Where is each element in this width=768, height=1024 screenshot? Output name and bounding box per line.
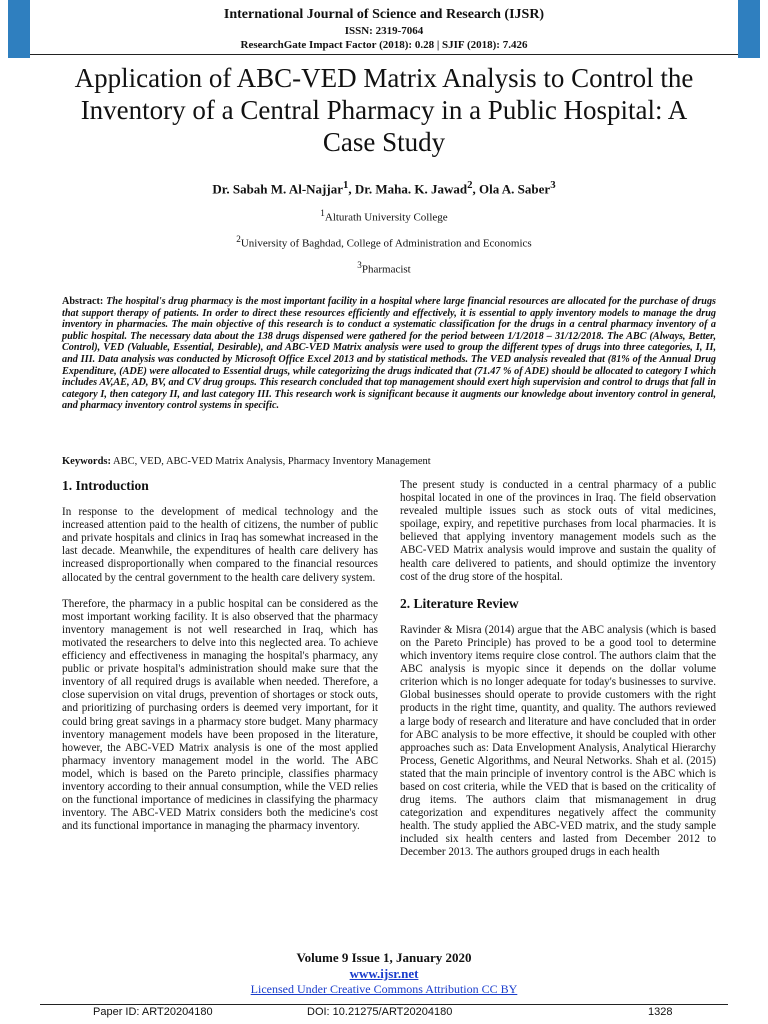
affiliation-text: University of Baghdad, College of Administration and Economics xyxy=(240,237,532,250)
paragraph: In response to the development of medical technology and the increased attention paid to the health of citizens, the number of public and private hospitals and clinics in Iraq has somewhat increased in the last decade. Meanwhile, the expenditures of health care delivery has increased disproportionally when compared to the financial resources allocated by the central government to the health care delivery system. xyxy=(62,506,378,584)
abstract-label: Abstract: xyxy=(62,296,104,307)
journal-impact-factor: ResearchGate Impact Factor (2018): 0.28 | SJIF (2018): 7.426 xyxy=(240,39,528,51)
keywords xyxy=(62,456,716,467)
affiliation xyxy=(0,208,768,224)
abstract xyxy=(62,296,716,412)
volume-info: Volume 9 Issue 1, January 2020 xyxy=(296,950,472,965)
affiliation xyxy=(0,234,768,250)
page-number: 1328 xyxy=(648,1006,673,1018)
journal-link[interactable]: www.ijsr.net xyxy=(349,966,419,981)
section-heading: 1. Introduction xyxy=(62,478,149,493)
header-divider xyxy=(30,54,738,55)
affiliation-sup: 3 xyxy=(357,260,362,270)
paragraph: Therefore, the pharmacy in a public hospital can be considered as the most important working facility. It is also observed that the pharmacy inventory management is not well researched in Iraq, which has motivated the researchers to delve into this neglected area. To achieve efficiency and effectiveness in managing the hospital's pharmacy, any public or private hospital's administration should make sure that the inventory of all required drugs is available when needed. Therefore, a close supervision on vital drugs, prevention of shortages or stock outs, and prioritizing of purchasing orders is deemed very important, for it could bring great savings in a pharmacy store budget. Many pharmacy inventory management models have been proposed in the literature, however, the ABC-VED Matrix analysis is one of the most applied pharmacy inventory management model in the world. The ABC model, which is based on the Pareto principle, classifies pharmacy inventory according to their annual consumption, while the VED relies on the functional importance of medicines in classifying the pharmacy inventory. The ABC-VED Matrix considers both the medicine's cost and its functional importance in managing the pharmacy inventory. xyxy=(62,597,378,833)
keywords-label: Keywords: xyxy=(62,456,111,467)
affiliation-text: Pharmacist xyxy=(361,263,411,276)
paper-title: Application of ABC-VED Matrix Analysis to Control the Inventory of a Central Pharmacy in a Public Hospital: A Case Study xyxy=(74,63,694,157)
affiliation-text: Alturath University College xyxy=(324,211,448,224)
doi: DOI: 10.21275/ART20204180 xyxy=(307,1006,453,1018)
footer-divider xyxy=(40,1004,728,1005)
left-column xyxy=(62,479,378,846)
affiliation xyxy=(0,260,768,276)
author-name: Ola A. Saber xyxy=(479,181,551,197)
keywords-text: ABC, VED, ABC-VED Matrix Analysis, Pharmacy Inventory Management xyxy=(113,456,431,467)
author-sup: 3 xyxy=(550,179,556,191)
right-column xyxy=(400,479,716,873)
author-name: Dr. Sabah M. Al-Najjar xyxy=(212,181,343,197)
paragraph: Ravinder & Misra (2014) argue that the ABC analysis (which is based on the Pareto Principle) has proved to be a good tool to determine which inventory items require close control. The authors claim that the ABC analysis is myopic since it depends on the dollar volume criterion which is no longer adequate for today's businesses to survive. Global businesses should operate to provide customers with the right products in the right time, quantity, and quality. The authors reviewed a large body of research and literature and have concluded that in order for ABC analysis to be more effective, it should be coupled with other approaches such as: Data Envelopment Analysis, Analytical Hierarchy Process, Genetic Algorithms, and Neural Networks. Shah et al. (2015) stated that the main principle of inventory control is the ABC which is based on cost criteria, while the VED that is based on the criticality of drug items. The authors claim that mismanagement in drug categorization and expenditures negatively affect the community health. The study applied the ABC-VED matrix, and the study sample included six health centers and lasted from December 2012 to December 2013. The authors grouped drugs in each health xyxy=(400,623,716,859)
abstract-text: The hospital's drug pharmacy is the most important facility in a hospital where large financial resources are allocated for the purchase of drugs that support therapy of patients. In order to direct these resources efficiently and effectively, it is essential to apply inventory models to manage the drug inventory in pharmacies. The main objective of this research is to conduct a systematic classification for the drugs in a central pharmacy inventory of a public hospital. The necessary data about the 138 drugs dispensed were gathered for the period between 1/1/2018 – 31/12/2018. The ABC (Always, Better, Control), VED (Valuable, Essential, Desirable), and ABC-VED Matrix analysis were used to group the different types of drugs into three categories, I, II, and III. Data analysis was conducted by Microsoft Office Excel 2013 and by statistical methods. The VED analysis revealed that (81% of the Annual Drug Expenditure, (ADE) were allocated to Essential drugs, while categorizing the drugs indicated that (71.47 % of ADE) should be allocated to category I which includes AV,AE, AD, BV, and CV drug groups. This research concluded that top management should exert high supervision and control to drugs that fall in category I, then category II, and last category III. This research work is significant because it augments our knowledge about inventory control in general, and pharmacy inventory control systems in specific. xyxy=(62,296,717,412)
author-sup: 1 xyxy=(342,179,349,191)
page-footer xyxy=(0,950,768,997)
paper-id: Paper ID: ART20204180 xyxy=(93,1006,213,1018)
journal-issn: ISSN: 2319-7064 xyxy=(344,25,424,37)
affiliation-sup: 2 xyxy=(236,234,241,244)
author-list: Dr. Sabah M. Al-Najjar$^1$, Dr. Maha. K. Jawad$^2$, Ola A. Saber$^3$ xyxy=(212,179,556,197)
author-name: Dr. Maha. K. Jawad xyxy=(354,181,468,197)
paragraph: The present study is conducted in a central pharmacy of a public hospital located in one of the provinces in Iraq. The field observation revealed multiple issues such as stock outs of vital medicines, spoilage, expiry, and repetitive purchases from local pharmacies. It is believed that applying inventory management models such as the ABC-VED Matrix analysis would improve and sustain the quality of health care delivered to patients, and should optimize the inventory cost of the drug store of the hospital. xyxy=(400,479,716,583)
license-link[interactable]: Licensed Under Creative Commons Attribution CC BY xyxy=(250,982,518,996)
section-heading: 2. Literature Review xyxy=(400,595,519,611)
author-sup: 2 xyxy=(467,179,473,191)
affiliation-sup: 1 xyxy=(320,208,325,218)
journal-header xyxy=(0,6,768,55)
bottom-bar xyxy=(0,1004,768,1024)
journal-name: International Journal of Science and Research (IJSR) xyxy=(223,7,545,22)
